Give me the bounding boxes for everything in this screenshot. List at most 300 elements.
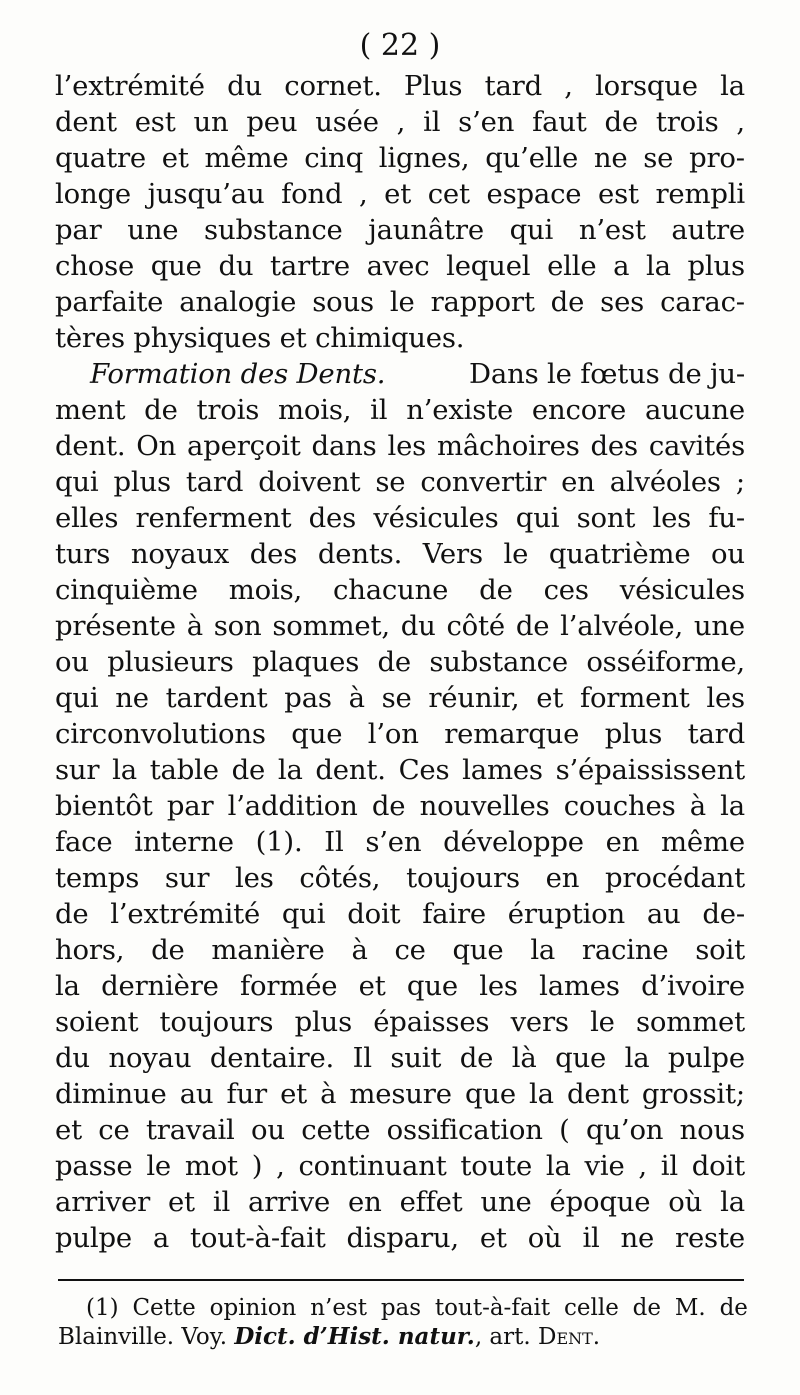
word: n’existe <box>406 394 514 426</box>
text-line <box>55 752 745 788</box>
word: pas <box>284 682 332 714</box>
word: opinion <box>209 1295 297 1321</box>
word: cette <box>301 1114 371 1146</box>
text-line <box>55 1076 745 1112</box>
word: noyau <box>108 1042 192 1074</box>
word: les <box>387 430 427 462</box>
word: que <box>291 718 343 750</box>
text-line <box>55 644 745 680</box>
word: au <box>646 898 681 930</box>
word: est <box>598 178 639 210</box>
word: ce <box>394 934 426 966</box>
text-line <box>55 1004 745 1040</box>
word: ce <box>98 1114 130 1146</box>
word: tard <box>687 718 745 750</box>
word: bientôt <box>55 790 153 822</box>
footnote-line <box>58 1293 748 1323</box>
word: n’est <box>578 214 646 246</box>
word: au <box>179 1078 214 1110</box>
word: Il <box>352 1042 372 1074</box>
word: quatrième <box>548 538 691 570</box>
word: vie <box>584 1150 625 1182</box>
word: cet <box>427 178 470 210</box>
footnote-rule <box>58 1279 744 1281</box>
word: chose <box>55 250 135 282</box>
word: sont <box>576 502 636 534</box>
word: il <box>423 106 441 138</box>
word: est <box>134 106 176 138</box>
word: ossification <box>386 1114 543 1146</box>
word: passe <box>55 1150 133 1182</box>
word: et <box>161 142 189 174</box>
word: doivent <box>258 466 361 498</box>
word: dents. <box>317 538 403 570</box>
word: que <box>464 1078 516 1110</box>
word: arrive <box>248 1186 331 1218</box>
word: usée <box>315 106 379 138</box>
word: ces <box>543 574 589 606</box>
word: (1). <box>255 826 303 858</box>
word: les <box>706 682 745 714</box>
word: se <box>643 142 674 174</box>
word: aucune <box>644 394 745 426</box>
word: à <box>689 790 706 822</box>
footnote-text: , art. <box>474 1324 531 1350</box>
word: qu’on <box>585 1114 664 1146</box>
word: la <box>645 250 671 282</box>
word: elles <box>55 502 119 534</box>
word: qu’elle <box>485 142 579 174</box>
word: vésicules <box>373 502 499 534</box>
word: jaunâtre <box>368 214 484 246</box>
word: de <box>632 1295 662 1321</box>
text-line <box>55 932 745 968</box>
footnote-citation: Dict. d’Hist. natur. <box>234 1323 475 1350</box>
word: dernière <box>101 970 219 1002</box>
word: disparu, <box>346 1222 459 1254</box>
word: le <box>389 286 415 318</box>
word: plus <box>604 718 663 750</box>
word: fur <box>226 1078 267 1110</box>
text-line <box>55 824 745 860</box>
word: en <box>348 1186 382 1218</box>
word: et <box>358 970 386 1002</box>
word: chacune <box>333 574 449 606</box>
word: tard <box>484 70 542 102</box>
word: la <box>720 1186 745 1218</box>
word: que <box>452 934 504 966</box>
word: de <box>550 286 585 318</box>
word: la <box>529 1078 554 1110</box>
word: sommet, <box>272 610 390 642</box>
word: sommet <box>635 1006 745 1038</box>
word: cinq <box>304 142 363 174</box>
word: rempli <box>655 178 745 210</box>
word: arriver <box>55 1186 151 1218</box>
word: racine <box>581 934 669 966</box>
word: hors, <box>55 934 125 966</box>
word: même <box>204 142 289 174</box>
word: de <box>604 106 638 138</box>
word: faut <box>532 106 587 138</box>
word: ou <box>55 646 89 678</box>
word: et <box>536 682 564 714</box>
word: le <box>590 1006 615 1038</box>
word: la <box>720 790 745 822</box>
word: carac- <box>660 286 745 318</box>
word: en <box>545 862 580 894</box>
word: des <box>590 430 638 462</box>
word: ; <box>735 466 745 498</box>
word: renferment <box>135 502 292 534</box>
word: pulpe <box>55 1222 132 1254</box>
word: parfaite <box>55 286 164 318</box>
word: soient <box>55 1006 139 1038</box>
word: éruption <box>507 898 626 930</box>
word: substance <box>429 646 568 678</box>
word: Ces <box>398 754 450 786</box>
word: remarque <box>444 718 580 750</box>
word: l’alvéole, <box>560 610 684 642</box>
footnote-article: Dent. <box>538 1324 601 1350</box>
word: doit <box>347 898 401 930</box>
word: nous <box>679 1114 745 1146</box>
word: lames <box>539 970 620 1002</box>
word: à <box>186 610 203 642</box>
word: une <box>480 1186 532 1218</box>
word: ou <box>711 538 745 570</box>
word: turs <box>55 538 111 570</box>
word: de <box>151 934 185 966</box>
word: reste <box>675 1222 745 1254</box>
word: de <box>719 1295 748 1321</box>
word: se <box>375 466 406 498</box>
word: de <box>371 790 406 822</box>
word: procédant <box>605 862 745 894</box>
word: la <box>720 70 745 102</box>
text-line <box>55 500 745 536</box>
word: pas <box>380 1295 422 1321</box>
paragraph-heading-line <box>55 356 745 392</box>
word: en <box>561 466 595 498</box>
word: lorsque <box>595 70 698 102</box>
word: le <box>146 1150 171 1182</box>
word: s’en <box>458 106 515 138</box>
word: sur <box>55 754 100 786</box>
word: travail <box>145 1114 235 1146</box>
word: de <box>459 1042 494 1074</box>
word: plaques <box>252 646 360 678</box>
word: dent <box>566 1078 629 1110</box>
word: vers <box>510 1006 569 1038</box>
word: Plus <box>404 70 463 102</box>
word: ne <box>620 1222 655 1254</box>
word: encore <box>531 394 627 426</box>
section-heading: Formation des Dents. <box>90 358 386 390</box>
word: plus <box>113 466 171 498</box>
footnote-line-2 <box>58 1322 748 1352</box>
word: dans <box>311 430 377 462</box>
word: même <box>661 826 745 858</box>
text-line <box>55 1220 745 1256</box>
word: lequel <box>446 250 531 282</box>
word: qui <box>515 502 560 534</box>
word: temps <box>55 862 140 894</box>
word: plusieurs <box>107 646 234 678</box>
word: sous <box>312 286 374 318</box>
text-segment: Dans le fœtus de ju- <box>469 358 745 390</box>
word: quatre <box>55 142 146 174</box>
word: formée <box>240 970 338 1002</box>
word: tout-à-fait <box>434 1295 551 1321</box>
text-line <box>55 1112 745 1148</box>
word: , <box>736 106 745 138</box>
word: et <box>384 178 412 210</box>
word: l’addition <box>227 790 358 822</box>
word: substance <box>204 214 343 246</box>
word: diminue <box>55 1078 167 1110</box>
text-line <box>55 428 745 464</box>
word: grossit; <box>641 1078 745 1110</box>
word: ne <box>115 682 149 714</box>
word: dent. <box>55 430 126 462</box>
word: pro- <box>689 142 745 174</box>
word: que <box>150 250 202 282</box>
text-line <box>55 140 745 176</box>
word: qui <box>55 682 99 714</box>
word: forment <box>579 682 690 714</box>
word: (1) <box>86 1295 119 1321</box>
word: la <box>530 934 556 966</box>
word: l’extrémité <box>110 898 261 930</box>
word: alvéoles <box>609 466 721 498</box>
word: il <box>582 1222 600 1254</box>
word: un <box>193 106 229 138</box>
word: Cette <box>132 1295 196 1321</box>
word: plus <box>687 250 745 282</box>
text-line <box>55 788 745 824</box>
word: de <box>144 394 178 426</box>
text-line <box>55 464 745 500</box>
word: faire <box>422 898 486 930</box>
word: face <box>55 826 113 858</box>
word: tartre <box>270 250 350 282</box>
word: a <box>613 250 630 282</box>
word: la <box>55 970 80 1002</box>
word: l’on <box>367 718 419 750</box>
word: lames <box>462 754 543 786</box>
word: mesure <box>349 1078 452 1110</box>
text-line <box>55 176 745 212</box>
word: de <box>231 754 266 786</box>
word: toute <box>460 1150 533 1182</box>
word: par <box>166 790 214 822</box>
word: tout-à-fait <box>189 1222 326 1254</box>
word: celle <box>564 1295 619 1321</box>
word: elle <box>547 250 597 282</box>
word: vésicules <box>619 574 745 606</box>
word: lignes, <box>378 142 470 174</box>
word: présente <box>55 610 176 642</box>
word: autre <box>671 214 745 246</box>
text-line <box>55 572 745 608</box>
page-number: ( 22 ) <box>359 28 441 63</box>
text-line <box>55 896 745 932</box>
word: où <box>668 1186 703 1218</box>
word: soit <box>695 934 745 966</box>
word: que <box>406 970 458 1002</box>
text-line <box>55 680 745 716</box>
word: d’ivoire <box>641 970 745 1002</box>
word: de <box>515 610 550 642</box>
word: ( <box>559 1114 570 1146</box>
word: , <box>359 178 368 210</box>
word: osséiforme, <box>586 646 745 678</box>
word: il <box>660 1150 678 1182</box>
word: la <box>277 754 303 786</box>
word: une <box>127 214 179 246</box>
word: trois <box>196 394 260 426</box>
text-line <box>55 392 745 428</box>
word: ne <box>593 142 628 174</box>
word: espace <box>486 178 582 210</box>
word: et <box>280 1078 307 1110</box>
word: trois <box>655 106 719 138</box>
word: du <box>218 250 254 282</box>
word: dent <box>55 106 117 138</box>
word: On <box>136 430 177 462</box>
word: fond <box>281 178 343 210</box>
word: doit <box>691 1150 745 1182</box>
body-text <box>55 68 745 1256</box>
word: de- <box>702 898 745 930</box>
word: dent. <box>315 754 386 786</box>
word: à <box>348 682 365 714</box>
word: , <box>396 106 406 138</box>
word: cinquième <box>55 574 198 606</box>
word: épaisses <box>373 1006 490 1038</box>
text-line <box>55 284 745 320</box>
text-line <box>55 248 745 284</box>
word: la <box>112 754 137 786</box>
word: l’extrémité <box>55 70 205 102</box>
word: en <box>605 826 640 858</box>
word: ment <box>55 394 126 426</box>
text-line <box>55 608 745 644</box>
word: la <box>545 1150 571 1182</box>
word: tardent <box>165 682 268 714</box>
word: de <box>479 574 513 606</box>
word: tard <box>185 466 244 498</box>
word: les <box>235 862 274 894</box>
text-line <box>55 536 745 572</box>
word: peu <box>246 106 298 138</box>
word: Vers <box>422 538 483 570</box>
word: plus <box>294 1006 352 1038</box>
word: où <box>527 1222 562 1254</box>
word: de <box>55 898 89 930</box>
word: effet <box>399 1186 463 1218</box>
word: noyaux <box>130 538 230 570</box>
word: et <box>55 1114 82 1146</box>
word: la <box>624 1042 650 1074</box>
word: Il <box>324 826 344 858</box>
word: interne <box>134 826 234 858</box>
word: toujours <box>159 1006 274 1038</box>
word: que <box>555 1042 607 1074</box>
text-line <box>55 968 745 1004</box>
word: , <box>276 1150 285 1182</box>
word: se <box>381 682 412 714</box>
word: ) <box>251 1150 263 1182</box>
word: table <box>149 754 219 786</box>
footnote-text: Blainville. Voy. <box>58 1324 228 1350</box>
word: sur <box>164 862 210 894</box>
text-line <box>55 716 745 752</box>
word: cavités <box>648 430 745 462</box>
word: du <box>55 1042 90 1074</box>
word: à <box>320 1078 337 1110</box>
text-line <box>55 68 745 104</box>
word: développe <box>443 826 584 858</box>
word: n’est <box>310 1295 367 1321</box>
word: analogie <box>179 286 297 318</box>
word: il <box>212 1186 231 1218</box>
word: pulpe <box>667 1042 745 1074</box>
word: à <box>351 934 368 966</box>
word: du <box>400 610 436 642</box>
text-line: tères physiques et chimiques. <box>55 322 465 354</box>
word: M. <box>674 1295 706 1321</box>
word: continuant <box>298 1150 447 1182</box>
word: mois, <box>278 394 352 426</box>
word: fu- <box>708 502 745 534</box>
word: une <box>693 610 745 642</box>
word: qui <box>55 466 99 498</box>
word: convertir <box>420 466 547 498</box>
word: cornet. <box>284 70 382 102</box>
text-line <box>55 1184 745 1220</box>
word: réunir, <box>428 682 520 714</box>
word: des <box>249 538 298 570</box>
word: suit <box>390 1042 442 1074</box>
word: rapport <box>430 286 535 318</box>
word: son <box>213 610 262 642</box>
word: nouvelles <box>419 790 550 822</box>
word: côté <box>446 610 505 642</box>
word: aperçoit <box>187 430 301 462</box>
word: s’en <box>365 826 422 858</box>
word: manière <box>211 934 325 966</box>
text-line <box>55 1148 745 1184</box>
word: et <box>479 1222 507 1254</box>
word: couches <box>563 790 676 822</box>
word: les <box>652 502 692 534</box>
word: a <box>152 1222 170 1254</box>
word: des <box>308 502 357 534</box>
word: qui <box>509 214 554 246</box>
word: et <box>167 1186 195 1218</box>
word: , <box>638 1150 647 1182</box>
word: mot <box>184 1150 238 1182</box>
text-line <box>55 1040 745 1076</box>
text-line <box>55 104 745 140</box>
word: mois, <box>228 574 303 606</box>
word: s’épaississent <box>555 754 745 786</box>
word: le <box>503 538 529 570</box>
text-line <box>55 860 745 896</box>
word: jusqu’au <box>147 178 265 210</box>
